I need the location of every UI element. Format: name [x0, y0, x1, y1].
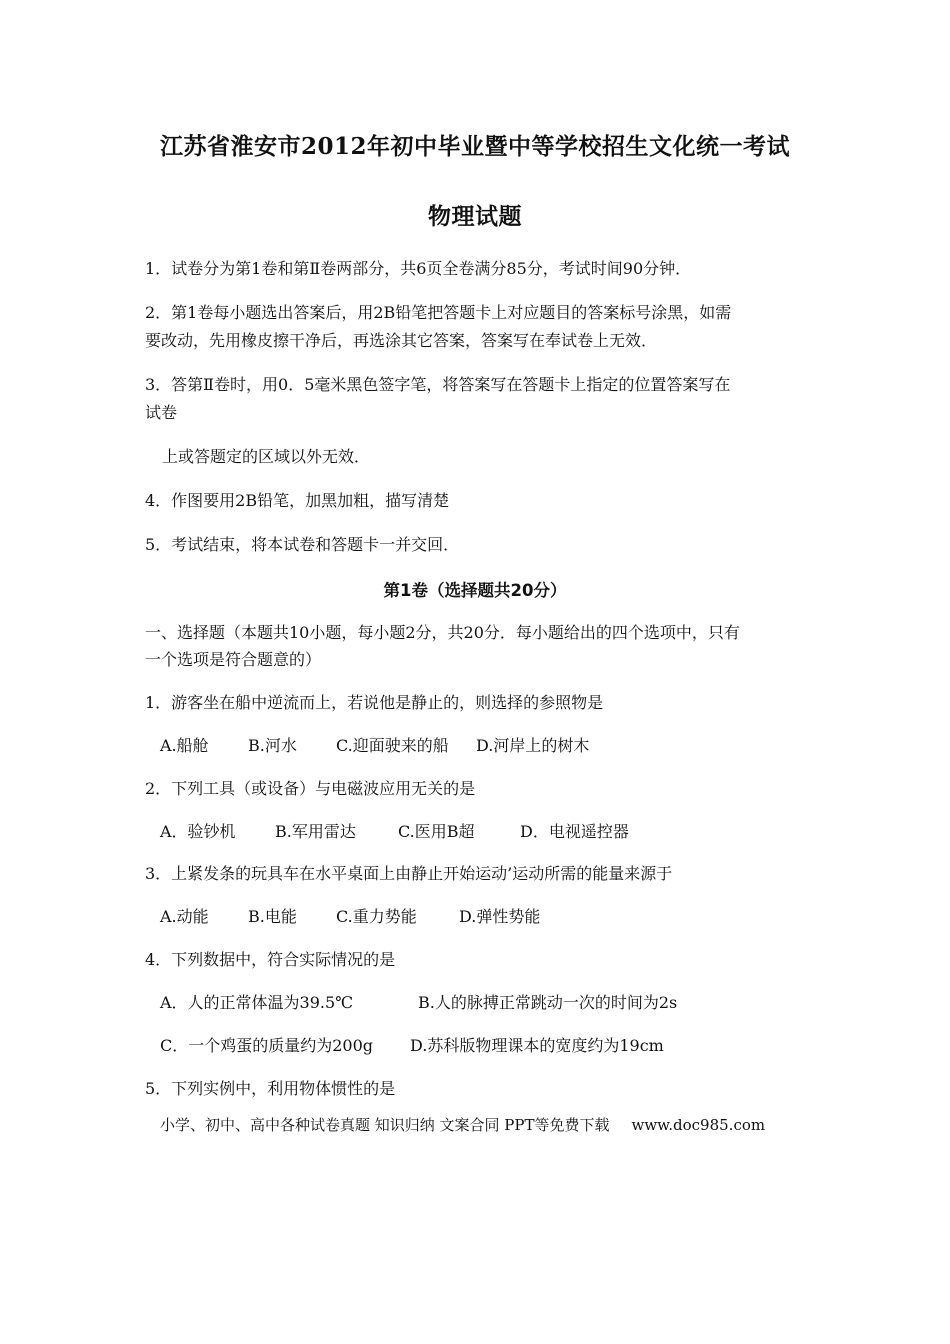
- instruction-4: 4．作图要用2B铅笔，加黑加粗，描写清楚: [145, 491, 450, 510]
- question-5-stem: 5．下列实例中，利用物体惯性的是: [145, 1079, 396, 1098]
- question-3-options: [160, 903, 540, 931]
- instruction-3: 3．答第Ⅱ卷时，用0．5毫米黑色签字笔，将答案写在答题卡上指定的位置答案写在: [145, 375, 731, 394]
- instruction-3-cont: 试卷: [145, 403, 178, 422]
- question-2-option-c: C.医用B超: [398, 822, 475, 841]
- exam-subtitle: 物理试题: [428, 203, 522, 230]
- question-3-stem: 3．上紧发条的玩具车在水平桌面上由静止开始运动’运动所需的能量来源于: [145, 864, 673, 883]
- question-1-option-d: D.河岸上的树木: [476, 736, 590, 755]
- exam-title: 江苏省淮安市2012年初中毕业暨中等学校招生文化统一考试: [159, 133, 790, 160]
- question-4-option-a: A．人的正常体温为39.5℃: [160, 993, 354, 1012]
- instruction-2: 2．第1卷每小题选出答案后，用2B铅笔把答题卡上对应题目的答案标号涂黑，如需: [145, 303, 732, 322]
- question-1-option-a: A.船舱: [160, 736, 209, 755]
- question-3-option-a: A.动能: [160, 907, 209, 926]
- question-4-options-row-1: [160, 989, 677, 1017]
- question-2-options: [160, 818, 629, 846]
- question-3-option-b: B.电能: [248, 907, 297, 926]
- question-2-option-a: A．验钞机: [160, 822, 236, 841]
- instruction-1: 1．试卷分为第1卷和第Ⅱ卷两部分，共6页全卷满分85分，考试时间90分钟．: [145, 259, 692, 278]
- question-3-option-d: D.弹性势能: [459, 907, 541, 926]
- instruction-3-cont-2: 上或答题定的区域以外无效．: [162, 447, 371, 466]
- question-2-stem: 2．下列工具（或设备）与电磁波应用无关的是: [145, 779, 476, 798]
- question-1-option-b: B.河水: [248, 736, 297, 755]
- question-4-option-d: D.苏科版物理课本的宽度约为19cm: [410, 1036, 664, 1055]
- instruction-5: 5．考试结束，将本试卷和答题卡一并交回．: [145, 535, 460, 554]
- footer-site-link[interactable]: www.doc985.com: [631, 1116, 766, 1134]
- section-intro-cont: 一个选项是符合题意的）: [145, 650, 322, 669]
- footer-text: 小学、初中、高中各种试卷真题 知识归纳 文案合同 PPT等免费下载: [160, 1116, 610, 1134]
- section-intro: 一、选择题（本题共10小题，每小题2分，共20分．每小题给出的四个选项中，只有: [145, 623, 740, 642]
- question-1-option-c: C.迎面驶来的船: [336, 736, 449, 755]
- question-2-option-d: D．电视遥控器: [520, 822, 629, 841]
- question-4-stem: 4．下列数据中，符合实际情况的是: [145, 950, 396, 969]
- instruction-2-cont: 要改动，先用橡皮擦干净后，再选涂其它答案，答案写在奉试卷上无效．: [145, 331, 658, 350]
- footer: [160, 1114, 765, 1135]
- section-heading: 第1卷（选择题共20分）: [383, 581, 567, 600]
- question-4-options-row-2: [160, 1032, 664, 1060]
- question-3-option-c: C.重力势能: [336, 907, 417, 926]
- question-4-option-b: B.人的脉搏正常跳动一次的时间为2s: [418, 993, 678, 1012]
- question-1-stem: 1．游客坐在船中逆流而上，若说他是静止的，则选择的参照物是: [145, 693, 604, 712]
- question-2-option-b: B.军用雷达: [275, 822, 356, 841]
- question-1-options: [160, 732, 589, 760]
- question-4-option-c: C．一个鸡蛋的质量约为200g: [160, 1036, 374, 1055]
